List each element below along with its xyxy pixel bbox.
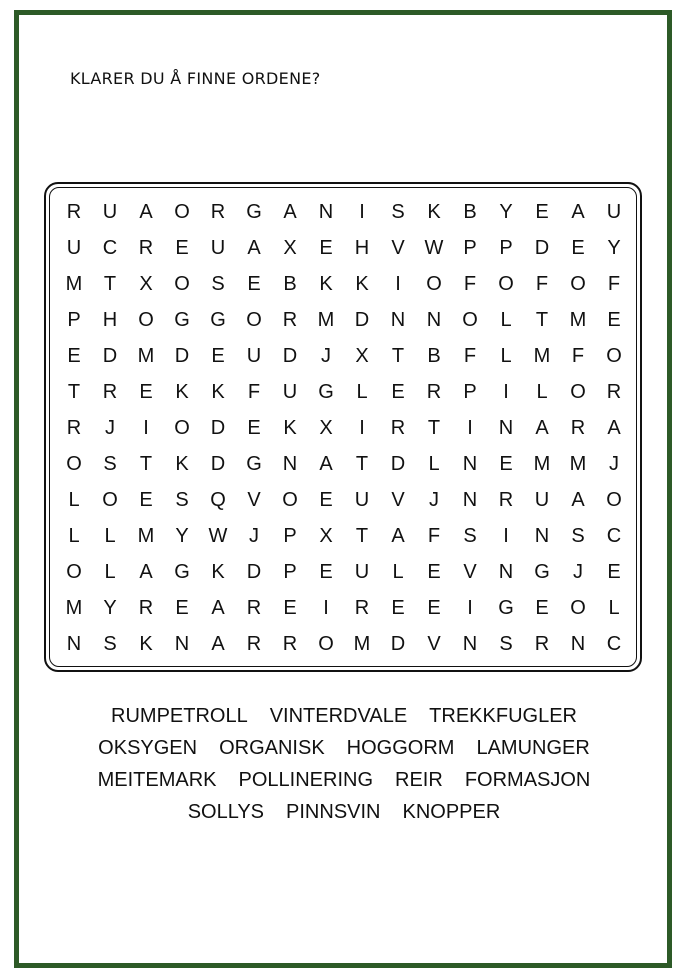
grid-letter[interactable]: J	[105, 417, 115, 439]
grid-letter[interactable]: X	[319, 525, 333, 547]
word-list-item: REIR	[395, 769, 443, 791]
grid-letter[interactable]: L	[536, 381, 548, 403]
grid-letter[interactable]: U	[354, 561, 370, 583]
word-list-item: KNOPPER	[402, 801, 501, 823]
grid-letter[interactable]: L	[68, 489, 80, 511]
grid-letter[interactable]: U	[210, 237, 226, 259]
grid-letter[interactable]: O	[174, 273, 190, 295]
grid-letter[interactable]: A	[139, 561, 153, 583]
grid-letter[interactable]: O	[606, 345, 622, 367]
grid-letter[interactable]: M	[65, 273, 83, 295]
grid-letter[interactable]: P	[463, 381, 477, 403]
grid-letter[interactable]: K	[427, 201, 441, 223]
grid-letter[interactable]: K	[211, 381, 225, 403]
letter-grid	[56, 194, 632, 662]
grid-letter[interactable]: U	[282, 381, 298, 403]
grid-letter[interactable]: F	[571, 345, 585, 367]
word-list-row	[44, 764, 644, 796]
grid-letter[interactable]: M	[353, 633, 371, 655]
grid-letter[interactable]: A	[319, 453, 333, 475]
grid-letter[interactable]: R	[246, 597, 262, 619]
grid-letter[interactable]: K	[355, 273, 369, 295]
grid-letter[interactable]: Y	[103, 597, 117, 619]
grid-letter[interactable]: R	[210, 201, 226, 223]
grid-letter[interactable]: G	[534, 561, 550, 583]
grid-letter[interactable]: P	[283, 525, 297, 547]
grid-letter[interactable]: Q	[210, 489, 226, 511]
grid-letter[interactable]: D	[174, 345, 190, 367]
grid-letter[interactable]: R	[390, 417, 406, 439]
grid-letter[interactable]: D	[210, 453, 226, 475]
grid-letter[interactable]: E	[499, 453, 513, 475]
grid-letter[interactable]: H	[102, 309, 118, 331]
grid-letter[interactable]: O	[606, 489, 622, 511]
word-list-item: VINTERDVALE	[269, 705, 408, 727]
word-list-item: PINNSVIN	[286, 801, 381, 823]
grid-letter[interactable]: O	[498, 273, 514, 295]
grid-letter[interactable]: E	[319, 489, 333, 511]
grid-letter[interactable]: E	[175, 237, 189, 259]
grid-letter[interactable]: T	[535, 309, 549, 331]
grid-letter[interactable]: Y	[607, 237, 621, 259]
grid-letter[interactable]: K	[139, 633, 153, 655]
grid-letter[interactable]: S	[463, 525, 477, 547]
grid-letter[interactable]: K	[211, 561, 225, 583]
grid-letter[interactable]: J	[249, 525, 259, 547]
grid-letter[interactable]: E	[211, 345, 225, 367]
grid-letter[interactable]: G	[246, 453, 262, 475]
grid-letter[interactable]: V	[391, 489, 405, 511]
grid-letter[interactable]: R	[66, 201, 82, 223]
grid-letter[interactable]: N	[498, 561, 514, 583]
grid-letter[interactable]: A	[211, 633, 225, 655]
grid-letter[interactable]: N	[462, 453, 478, 475]
grid-letter[interactable]: F	[247, 381, 261, 403]
grid-letter[interactable]: C	[102, 237, 118, 259]
grid-letter[interactable]: E	[571, 237, 585, 259]
grid-letter[interactable]: I	[467, 597, 473, 619]
grid-letter[interactable]: F	[535, 273, 549, 295]
puzzle-title: KLARER DU Å FINNE ORDENE?	[70, 69, 321, 88]
grid-letter[interactable]: E	[247, 273, 261, 295]
grid-letter[interactable]: R	[102, 381, 118, 403]
grid-letter[interactable]: I	[395, 273, 401, 295]
grid-letter[interactable]: U	[354, 489, 370, 511]
grid-letter[interactable]: R	[138, 237, 154, 259]
grid-letter[interactable]: L	[500, 345, 512, 367]
grid-letter[interactable]: G	[210, 309, 226, 331]
grid-letter[interactable]: S	[391, 201, 405, 223]
grid-letter[interactable]: E	[319, 561, 333, 583]
grid-letter[interactable]: R	[138, 597, 154, 619]
grid-letter[interactable]: Y	[499, 201, 513, 223]
grid-letter[interactable]: R	[282, 633, 298, 655]
grid-letter[interactable]: N	[318, 201, 334, 223]
grid-letter[interactable]: O	[570, 381, 586, 403]
grid-letter[interactable]: D	[354, 309, 370, 331]
grid-letter[interactable]: E	[391, 597, 405, 619]
grid-letter[interactable]: E	[247, 417, 261, 439]
grid-letter[interactable]: E	[139, 381, 153, 403]
grid-letter[interactable]: C	[606, 525, 622, 547]
grid-letter[interactable]: S	[103, 453, 117, 475]
grid-letter[interactable]: R	[570, 417, 586, 439]
grid-letter[interactable]: K	[319, 273, 333, 295]
grid-letter[interactable]: E	[67, 345, 81, 367]
grid-letter[interactable]: X	[355, 345, 369, 367]
grid-letter[interactable]: I	[503, 525, 509, 547]
grid-letter[interactable]: E	[427, 561, 441, 583]
grid-letter[interactable]: A	[607, 417, 621, 439]
word-list-item: ORGANISK	[219, 737, 325, 759]
word-list-item: HOGGORM	[346, 737, 455, 759]
grid-letter[interactable]: D	[210, 417, 226, 439]
grid-letter[interactable]: I	[323, 597, 329, 619]
grid-letter[interactable]: F	[427, 525, 441, 547]
word-list-item: OKSYGEN	[98, 737, 198, 759]
grid-letter[interactable]: T	[355, 525, 369, 547]
grid-letter[interactable]: R	[534, 633, 550, 655]
grid-letter[interactable]: X	[139, 273, 153, 295]
grid-letter[interactable]: B	[463, 201, 477, 223]
grid-letter[interactable]: Y	[175, 525, 189, 547]
word-list-row	[44, 700, 644, 732]
grid-letter[interactable]: D	[246, 561, 262, 583]
grid-letter[interactable]: G	[174, 309, 190, 331]
grid-letter[interactable]: S	[175, 489, 189, 511]
grid-letter[interactable]: O	[246, 309, 262, 331]
grid-letter[interactable]: N	[462, 489, 478, 511]
grid-letter[interactable]: O	[66, 453, 82, 475]
grid-letter[interactable]: F	[463, 345, 477, 367]
grid-letter[interactable]: A	[571, 201, 585, 223]
grid-letter[interactable]: N	[426, 309, 442, 331]
grid-letter[interactable]: O	[426, 273, 442, 295]
grid-letter[interactable]: L	[356, 381, 368, 403]
grid-letter[interactable]: L	[428, 453, 440, 475]
grid-letter[interactable]: E	[175, 597, 189, 619]
grid-letter[interactable]: R	[426, 381, 442, 403]
grid-letter[interactable]: H	[354, 237, 370, 259]
grid-letter[interactable]: O	[570, 597, 586, 619]
grid-letter[interactable]: G	[174, 561, 190, 583]
grid-letter[interactable]: M	[137, 525, 155, 547]
grid-letter[interactable]: A	[391, 525, 405, 547]
grid-letter[interactable]: O	[174, 201, 190, 223]
grid-letter[interactable]: U	[66, 237, 82, 259]
grid-letter[interactable]: L	[68, 525, 80, 547]
grid-letter[interactable]: X	[319, 417, 333, 439]
grid-letter[interactable]: L	[500, 309, 512, 331]
grid-letter[interactable]: T	[67, 381, 81, 403]
grid-letter[interactable]: E	[607, 561, 621, 583]
grid-letter[interactable]: L	[608, 597, 620, 619]
grid-letter[interactable]: M	[137, 345, 155, 367]
grid-letter[interactable]: N	[462, 633, 478, 655]
grid-letter[interactable]: O	[462, 309, 478, 331]
grid-letter[interactable]: M	[533, 453, 551, 475]
grid-letter[interactable]: S	[103, 633, 117, 655]
grid-letter[interactable]: E	[319, 237, 333, 259]
grid-letter[interactable]: S	[211, 273, 225, 295]
grid-letter[interactable]: A	[571, 489, 585, 511]
grid-letter[interactable]: S	[499, 633, 513, 655]
grid-letter[interactable]: L	[104, 525, 116, 547]
grid-letter[interactable]: I	[503, 381, 509, 403]
word-list-item: LAMUNGER	[476, 737, 590, 759]
grid-letter[interactable]: O	[102, 489, 118, 511]
grid-letter[interactable]: U	[246, 345, 262, 367]
word-list-item: TREKKFUGLER	[429, 705, 577, 727]
grid-letter[interactable]: W	[208, 525, 228, 547]
grid-letter[interactable]: X	[283, 237, 297, 259]
grid-letter[interactable]: E	[535, 597, 549, 619]
grid-letter[interactable]: G	[246, 201, 262, 223]
grid-letter[interactable]: R	[354, 597, 370, 619]
grid-letter[interactable]: N	[390, 309, 406, 331]
grid-letter[interactable]: R	[606, 381, 622, 403]
grid-letter[interactable]: G	[318, 381, 334, 403]
word-list-item: RUMPETROLL	[111, 705, 248, 727]
grid-letter[interactable]: K	[175, 453, 189, 475]
word-list-row	[44, 732, 644, 764]
grid-letter[interactable]: A	[211, 597, 225, 619]
grid-letter[interactable]: J	[573, 561, 583, 583]
grid-letter[interactable]: I	[467, 417, 473, 439]
grid-letter[interactable]: M	[569, 453, 587, 475]
grid-letter[interactable]: O	[138, 309, 154, 331]
grid-letter[interactable]: L	[392, 561, 404, 583]
grid-letter[interactable]: V	[247, 489, 261, 511]
grid-letter[interactable]: A	[247, 237, 261, 259]
grid-letter[interactable]: R	[246, 633, 262, 655]
grid-letter[interactable]: M	[317, 309, 335, 331]
grid-letter[interactable]: D	[282, 345, 298, 367]
grid-letter[interactable]: O	[318, 633, 334, 655]
grid-letter[interactable]: V	[391, 237, 405, 259]
grid-letter[interactable]: R	[498, 489, 514, 511]
grid-letter[interactable]: D	[102, 345, 118, 367]
word-list-item: POLLINERING	[238, 769, 374, 791]
grid-letter[interactable]: E	[391, 381, 405, 403]
grid-letter[interactable]: O	[174, 417, 190, 439]
grid-letter[interactable]: B	[283, 273, 297, 295]
grid-letter[interactable]: M	[569, 309, 587, 331]
grid-letter[interactable]: T	[139, 453, 153, 475]
word-list-item: SOLLYS	[187, 801, 265, 823]
grid-letter[interactable]: N	[282, 453, 298, 475]
grid-letter[interactable]: K	[283, 417, 297, 439]
grid-letter[interactable]: R	[66, 417, 82, 439]
word-list	[44, 700, 644, 828]
grid-letter[interactable]: A	[535, 417, 549, 439]
grid-letter[interactable]: O	[66, 561, 82, 583]
grid-letter[interactable]: V	[463, 561, 477, 583]
word-list-item: FORMASJON	[464, 769, 591, 791]
grid-letter[interactable]: I	[359, 201, 365, 223]
grid-letter[interactable]: J	[321, 345, 331, 367]
grid-letter[interactable]: N	[174, 633, 190, 655]
grid-letter[interactable]: J	[429, 489, 439, 511]
grid-letter[interactable]: T	[355, 453, 369, 475]
grid-letter[interactable]: E	[427, 597, 441, 619]
grid-letter[interactable]: T	[427, 417, 441, 439]
grid-letter[interactable]: G	[498, 597, 514, 619]
grid-letter[interactable]: C	[606, 633, 622, 655]
grid-letter[interactable]: R	[282, 309, 298, 331]
grid-letter[interactable]: D	[534, 237, 550, 259]
grid-letter[interactable]: U	[534, 489, 550, 511]
grid-letter[interactable]: A	[283, 201, 297, 223]
grid-letter[interactable]: P	[499, 237, 513, 259]
word-list-row	[44, 796, 644, 828]
grid-letter[interactable]: M	[533, 345, 551, 367]
grid-letter[interactable]: E	[139, 489, 153, 511]
grid-letter[interactable]: J	[609, 453, 619, 475]
grid-letter[interactable]: T	[103, 273, 117, 295]
grid-letter[interactable]: T	[391, 345, 405, 367]
grid-letter[interactable]: I	[359, 417, 365, 439]
grid-letter[interactable]: E	[283, 597, 297, 619]
grid-letter[interactable]: F	[607, 273, 621, 295]
word-list-item: MEITEMARK	[97, 769, 217, 791]
grid-letter[interactable]: P	[67, 309, 81, 331]
grid-letter[interactable]: K	[175, 381, 189, 403]
grid-letter[interactable]: O	[282, 489, 298, 511]
grid-letter[interactable]: U	[102, 201, 118, 223]
grid-letter[interactable]: F	[463, 273, 477, 295]
grid-letter[interactable]: V	[427, 633, 441, 655]
grid-letter[interactable]: U	[606, 201, 622, 223]
grid-letter[interactable]: W	[424, 237, 444, 259]
grid-letter[interactable]: N	[570, 633, 586, 655]
grid-letter[interactable]: N	[534, 525, 550, 547]
grid-letter[interactable]: D	[390, 453, 406, 475]
grid-letter[interactable]: M	[65, 597, 83, 619]
grid-letter[interactable]: D	[390, 633, 406, 655]
grid-letter[interactable]: I	[143, 417, 149, 439]
grid-letter[interactable]: P	[283, 561, 297, 583]
grid-letter[interactable]: S	[571, 525, 585, 547]
grid-letter[interactable]: E	[535, 201, 549, 223]
grid-letter[interactable]: N	[498, 417, 514, 439]
grid-letter[interactable]: A	[139, 201, 153, 223]
grid-letter[interactable]: B	[427, 345, 441, 367]
grid-letter[interactable]: P	[463, 237, 477, 259]
grid-letter[interactable]: L	[104, 561, 116, 583]
grid-letter[interactable]: N	[66, 633, 82, 655]
grid-letter[interactable]: O	[570, 273, 586, 295]
grid-letter[interactable]: E	[607, 309, 621, 331]
